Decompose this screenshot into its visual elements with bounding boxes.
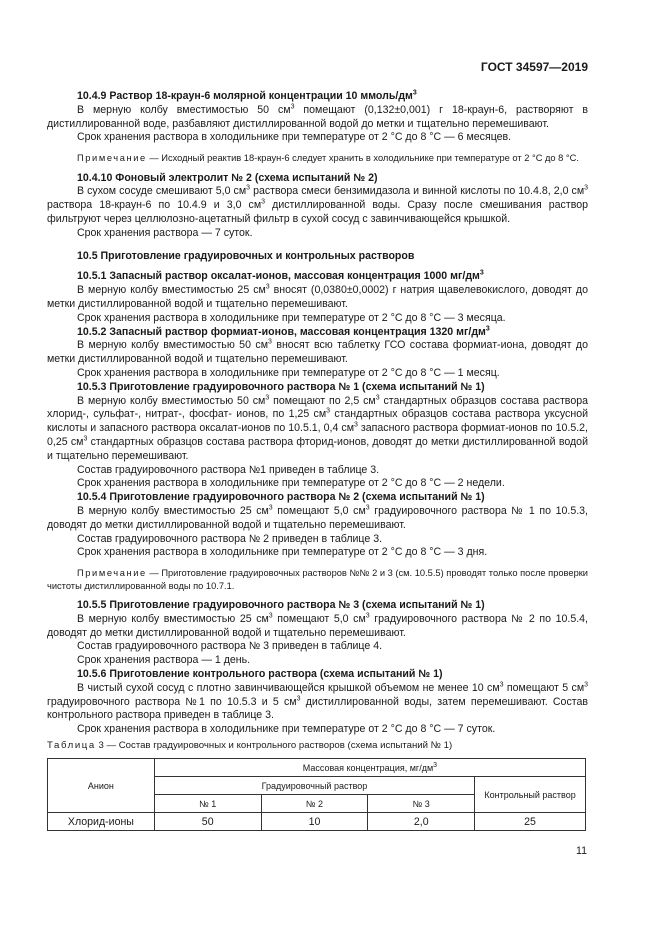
paragraph: Срок хранения раствора — 1 день. [77,654,251,667]
note [47,152,588,164]
cell-anion: Хлорид-ионы [48,813,155,831]
note-text: — Приготовление градуировочных растворов №№ 2 и 3 (см. 10.5.5) проводят только после проверки чистоты дистиллированной воды по 10.7.1. [47,568,588,591]
note-label: Примечание [77,153,147,164]
section-10-5-3-title: 10.5.3 Приготовление градуировочного раствора № 1 (схема испытаний № 1) [77,380,485,393]
header-calibration-solution: Градуировочный раствор [154,777,474,795]
header-control-solution: Контрольный раствор [475,777,586,813]
table-caption [47,740,452,751]
paragraph: В мерную колбу вместимостью 25 $см^3$ вносят (0,0380±0,0002) г натрия щавелевокислого, доводят до метки дистиллированной водой и тщательно перемешивают. [47,283,588,310]
paragraph: Срок хранения раствора — 7 суток. [77,226,253,239]
paragraph: В мерную колбу вместимостью 50 $см^3$ вносят всю таблетку ГСО состава формиат-иона, доводят до метки дистиллированной водой и тщательно перемешивают. [47,338,588,366]
header-mass-concentration: Массовая концентрация, $мг/дм^3$ [154,759,585,777]
table-caption-text: 3 — Состав градуировочных и контрольного растворов (схема испытаний № 1) [95,740,453,751]
paragraph: Срок хранения раствора в холодильнике при температуре от 2 °С до 8 °С — 7 суток. [77,723,496,736]
paragraph: В чистый сухой сосуд с плотно завинчивающейся крышкой объемом не менее 10 $см^3$ помещают 5 $см^3$ градуировочного раствора №1 по 10.5.3 и 5 $см^3$ дистиллированной воды, затем перемешивают. Состав контрольного раствора приведен в таблице 3. [47,681,589,722]
paragraph: Срок хранения раствора в холодильнике при температуре от 2 °С до 8 °С — 3 месяца. [77,311,506,324]
header-sub-2: № 2 [261,795,368,813]
note [47,567,588,592]
section-10-4-10-title: 10.4.10 Фоновый электролит № 2 (схема испытаний № 2) [77,171,378,184]
paragraph: В мерную колбу вместимостью 50 $см^3$ помещают по 2,5 $см^3$ стандартных образцов состава раствора хлорид-, сульфат-, нитрат-, фосфат- ионов, по 1,25 $см^3$ стандартных образцов состава раствора уксусной кислоты и запасного раствора оксалат-ионов по 10.5.1, 0,4 $см^3$ запасного раствора формиат-ионов по 10.5.2, 0,25 $см^3$ стандартных образцов состава раствора фторид-ионов, доводят до метки дистиллированной водой и тщательно перемешивают. [47,394,588,462]
table-caption-label: Таблица [47,740,96,751]
header-sub-3: № 3 [368,795,475,813]
cell-v2: 10 [261,813,368,831]
note-label: Примечание [77,568,147,579]
paragraph: В мерную колбу вместимостью 25 $см^3$ помещают 5,0 $см^3$ градуировочного раствора № 1 по 10.5.3, доводят до метки дистиллированной водой и тщательно перемешивают. [47,504,588,531]
document-code: ГОСТ 34597—2019 [480,60,588,74]
paragraph: Срок хранения раствора в холодильнике при температуре от 2 °С до 8 °С — 2 недели. [77,477,505,490]
paragraph: Срок хранения раствора в холодильнике при температуре от 2 °С до 8 °С — 1 месяц. [77,366,500,379]
table-row [48,813,586,831]
header-sub-1: № 1 [154,795,261,813]
composition-table [47,758,586,831]
paragraph: Состав градуировочного раствора №1 приведен в таблице 3. [77,463,380,476]
section-10-5-1-title: 10.5.1 Запасный раствор оксалат-ионов, массовая концентрация 1000 $мг/дм^3$ [77,269,484,283]
cell-control: 25 [475,813,586,831]
paragraph: Срок хранения раствора в холодильнике при температуре от 2 °С до 8 °С — 3 дня. [77,546,488,559]
paragraph: В мерную колбу вместимостью 25 $см^3$ помещают 5,0 $см^3$ градуировочного раствора № 2 по 10.5.4, доводят до метки дистиллированной водой и тщательно перемешивают. [47,612,588,639]
note-text: — Исходный реактив 18-краун-6 следует хранить в холодильнике при температуре от 2 °С до 8 °С. [146,153,579,164]
paragraph: Состав градуировочного раствора № 3 приведен в таблице 4. [77,640,383,653]
section-10-5-2-title: 10.5.2 Запасный раствор формиат-ионов, массовая концентрация 1320 $мг/дм^3$ [77,325,490,338]
cell-v1: 50 [154,813,261,831]
paragraph: Состав градуировочного раствора № 2 приведен в таблице 3. [77,532,383,545]
paragraph: В мерную колбу вместимостью 50 $см^3$ помещают (0,132±0,001) г 18-краун-6, растворяют в дистиллированной воде, разбавляют дистиллированной водой до метки и тщательно перемешивают. [47,103,588,130]
section-10-5-title: 10.5 Приготовление градуировочных и контрольных растворов [77,249,415,262]
header-anion: Анион [48,759,155,813]
document-body [47,90,588,737]
section-10-5-6-title: 10.5.6 Приготовление контрольного раствора (схема испытаний № 1) [77,667,443,680]
page-number: 11 [576,845,587,857]
cell-v3: 2,0 [368,813,475,831]
paragraph: В сухом сосуде смешивают 5,0 $см^3$ раствора смеси бензимидазола и винной кислоты по 10.4.8, 2,0 $см^3$ раствора 18-краун-6 по 10.4.9 и 3,0 $см^3$ дистиллированной воды. Сразу после смешивания раствор фильтруют через целлюлозно-ацетатный фильтр в сухой сосуд с завинчивающейся крышкой. [47,184,589,225]
paragraph: Срок хранения раствора в холодильнике при температуре от 2 °С до 8 °С — 6 месяцев. [77,131,512,144]
section-10-5-5-title: 10.5.5 Приготовление градуировочного раствора № 3 (схема испытаний № 1) [77,598,485,611]
section-10-4-9-title: 10.4.9 Раствор 18-краун-6 молярной концентрации 10 ммоль/$дм^3$ [77,89,417,102]
section-10-5-4-title: 10.5.4 Приготовление градуировочного раствора № 2 (схема испытаний № 1) [77,491,485,504]
